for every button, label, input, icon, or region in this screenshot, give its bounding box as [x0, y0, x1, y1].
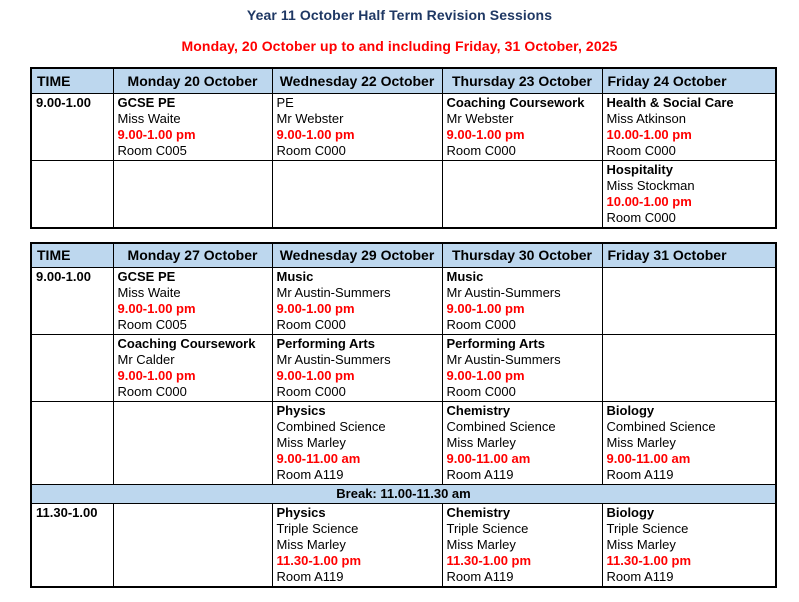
- session-text: Combined Science: [606, 419, 716, 434]
- session-time: 9.00-1.00 pm: [276, 301, 355, 316]
- revision-table-week-2: [30, 242, 777, 589]
- session-time: 11.30-1.00 pm: [446, 553, 532, 568]
- session-text: Room A119: [606, 569, 674, 584]
- session-text: Mr Webster: [276, 110, 344, 126]
- session-subject: GCSE PE: [117, 269, 176, 284]
- session-text: Room A119: [446, 569, 514, 584]
- session-text: Room A119: [276, 569, 344, 584]
- session-cell: [602, 93, 776, 160]
- day-column-header: Wednesday 29 October: [272, 243, 442, 268]
- empty-cell: [113, 160, 272, 228]
- session-text: Combined Science: [276, 419, 386, 434]
- table-row: [31, 268, 776, 335]
- session-time: 9.00-1.00 pm: [117, 368, 196, 383]
- session-time: 9.00-11.00 am: [276, 451, 361, 466]
- session-time: 9.00-1.00 pm: [276, 126, 355, 142]
- session-text: Miss Atkinson: [606, 110, 686, 126]
- session-text: Mr Austin-Summers: [276, 285, 391, 300]
- time-cell: 9.00-1.00: [31, 93, 113, 160]
- empty-cell: [113, 504, 272, 588]
- session-text: Miss Marley: [446, 435, 516, 450]
- session-text: Mr Austin-Summers: [446, 352, 561, 367]
- header-row: [31, 68, 776, 93]
- table-row: [31, 402, 776, 485]
- empty-cell: [602, 268, 776, 335]
- day-column-header: Thursday 23 October: [442, 68, 602, 93]
- time-cell: [31, 335, 113, 402]
- session-time: 9.00-1.00 pm: [276, 368, 355, 383]
- session-time: 9.00-1.00 pm: [117, 126, 196, 142]
- session-subject: Biology: [606, 505, 655, 520]
- day-column-header: Wednesday 22 October: [272, 68, 442, 93]
- session-text: Room A119: [446, 467, 514, 482]
- session-text: Miss Marley: [276, 537, 346, 552]
- time-cell: 11.30-1.00: [31, 504, 113, 588]
- session-text: PE: [276, 94, 294, 110]
- session-time: 9.00-1.00 pm: [117, 301, 196, 316]
- session-subject: Performing Arts: [446, 336, 545, 351]
- session-text: Triple Science: [446, 521, 529, 536]
- session-text: Room A119: [606, 467, 674, 482]
- session-time: 9.00-1.00 pm: [446, 368, 525, 383]
- session-cell: [442, 402, 602, 485]
- session-subject: Coaching Coursework: [446, 94, 585, 110]
- table-row: [31, 93, 776, 160]
- session-cell: [442, 93, 602, 160]
- session-cell: [602, 402, 776, 485]
- empty-cell: [442, 160, 602, 228]
- session-subject: Music: [276, 269, 314, 284]
- session-cell: [113, 335, 272, 402]
- session-subject: Physics: [276, 505, 326, 520]
- empty-cell: [272, 160, 442, 228]
- session-text: Room C005: [117, 142, 187, 158]
- session-text: Room C000: [276, 142, 346, 158]
- session-time: 11.30-1.00 pm: [606, 553, 692, 568]
- time-cell: [31, 160, 113, 228]
- session-text: Room C000: [446, 317, 516, 332]
- session-subject: Health & Social Care: [606, 94, 734, 110]
- session-text: Room C000: [446, 142, 516, 158]
- session-time: 9.00-1.00 pm: [446, 126, 525, 142]
- table-body: [31, 268, 776, 588]
- session-text: Miss Marley: [276, 435, 346, 450]
- day-column-header: Thursday 30 October: [442, 243, 602, 268]
- break-cell: Break: 11.00-11.30 am: [31, 485, 776, 504]
- day-column-header: Friday 31 October: [602, 243, 776, 268]
- session-time: 11.30-1.00 pm: [276, 553, 362, 568]
- table-body: [31, 93, 776, 228]
- session-time: 9.00-1.00 pm: [446, 301, 525, 316]
- session-text: Room C000: [606, 209, 676, 225]
- session-text: Room C005: [117, 317, 187, 332]
- session-cell: [272, 402, 442, 485]
- session-cell: [442, 268, 602, 335]
- time-cell: [31, 402, 113, 485]
- session-subject: Hospitality: [606, 161, 673, 177]
- session-cell: [602, 160, 776, 228]
- session-subject: Biology: [606, 403, 655, 418]
- session-text: Room C000: [446, 384, 516, 399]
- session-text: Miss Stockman: [606, 177, 695, 193]
- session-time: 9.00-11.00 am: [446, 451, 531, 466]
- session-text: Triple Science: [276, 521, 359, 536]
- page-title: Year 11 October Half Term Revision Sessions: [246, 7, 553, 23]
- session-subject: Music: [446, 269, 484, 284]
- revision-table-week-1: [30, 67, 777, 229]
- session-cell: [442, 504, 602, 588]
- session-cell: [113, 93, 272, 160]
- session-text: Room C000: [117, 384, 187, 399]
- page-subtitle: Monday, 20 October up to and including Friday, 31 October, 2025: [181, 38, 618, 54]
- session-text: Miss Marley: [446, 537, 516, 552]
- session-cell: [442, 335, 602, 402]
- session-cell: [272, 268, 442, 335]
- time-column-header: TIME: [31, 68, 113, 93]
- session-text: Combined Science: [446, 419, 556, 434]
- session-subject: Chemistry: [446, 403, 511, 418]
- session-cell: [272, 504, 442, 588]
- session-text: Mr Calder: [117, 352, 175, 367]
- table-row: [31, 335, 776, 402]
- session-text: Mr Webster: [446, 110, 514, 126]
- session-text: Room A119: [276, 467, 344, 482]
- day-column-header: Monday 27 October: [113, 243, 272, 268]
- session-time: 10.00-1.00 pm: [606, 126, 692, 142]
- session-subject: Coaching Coursework: [117, 336, 256, 351]
- session-subject: Performing Arts: [276, 336, 375, 351]
- break-row: [31, 485, 776, 504]
- empty-cell: [113, 402, 272, 485]
- header-row: [31, 243, 776, 268]
- session-cell: [113, 268, 272, 335]
- table-header-row: [31, 68, 776, 93]
- session-text: Miss Waite: [117, 110, 181, 126]
- session-time: 9.00-11.00 am: [606, 451, 691, 466]
- session-cell: [602, 504, 776, 588]
- session-text: Mr Austin-Summers: [446, 285, 561, 300]
- session-text: Room C000: [606, 142, 676, 158]
- day-column-header: Monday 20 October: [113, 68, 272, 93]
- session-text: Triple Science: [606, 521, 689, 536]
- session-text: Room C000: [276, 384, 346, 399]
- table-header-row: [31, 243, 776, 268]
- session-subject: Physics: [276, 403, 326, 418]
- table-row: [31, 160, 776, 228]
- session-text: Miss Waite: [117, 285, 181, 300]
- session-time: 10.00-1.00 pm: [606, 193, 692, 209]
- session-subject: GCSE PE: [117, 94, 176, 110]
- session-subject: Chemistry: [446, 505, 511, 520]
- table-row: [31, 504, 776, 588]
- session-text: Miss Marley: [606, 537, 676, 552]
- session-cell: [272, 335, 442, 402]
- session-text: Room C000: [276, 317, 346, 332]
- session-text: Miss Marley: [606, 435, 676, 450]
- session-text: Mr Austin-Summers: [276, 352, 391, 367]
- session-cell: [272, 93, 442, 160]
- empty-cell: [602, 335, 776, 402]
- time-column-header: TIME: [31, 243, 113, 268]
- time-cell: 9.00-1.00: [31, 268, 113, 335]
- day-column-header: Friday 24 October: [602, 68, 776, 93]
